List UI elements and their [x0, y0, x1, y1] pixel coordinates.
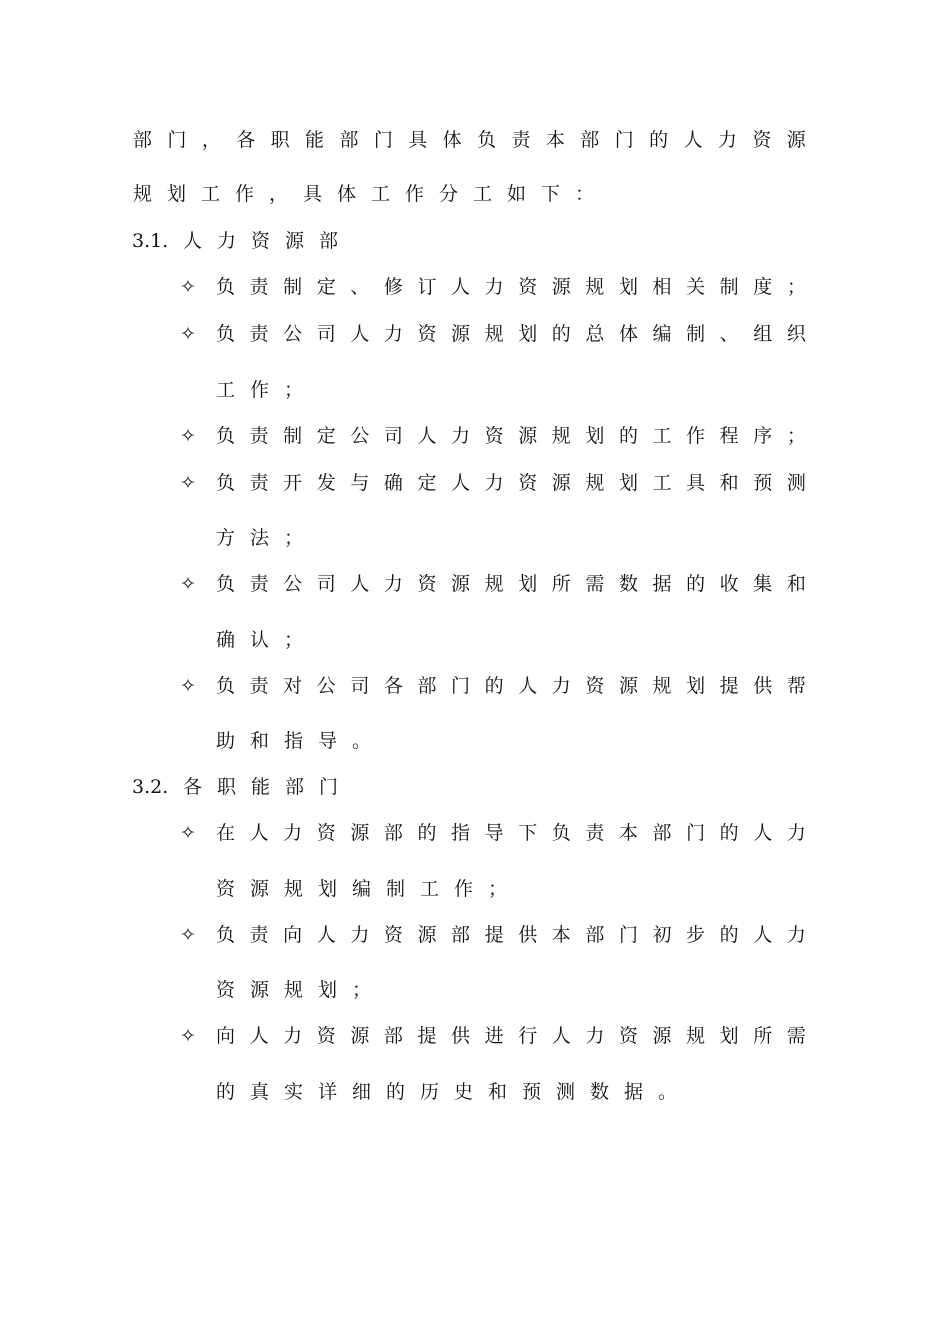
- intro-line-2: 规划工作，具体工作分工如下：: [133, 183, 610, 205]
- list-item-continuation: 资源规划；: [216, 979, 387, 1001]
- section-number: 3.2.: [132, 776, 169, 798]
- list-item: 负 责 制 定 公 司 人 力 资 源 规 划 的 工 作 程 序 ；: [216, 425, 806, 447]
- list-item-continuation: 的真实详细的历史和预测数据。: [216, 1081, 693, 1103]
- list-item-continuation: 助和指导。: [216, 730, 387, 752]
- intro-line-1: 部 门 ， 各 职 能 部 门 具 体 负 责 本 部 门 的 人 力 资 源: [133, 129, 806, 151]
- list-item: 负 责 公 司 人 力 资 源 规 划 的 总 体 编 制 、 组 织: [216, 323, 806, 345]
- list-item: 负 责 开 发 与 确 定 人 力 资 源 规 划 工 具 和 预 测: [216, 472, 806, 494]
- list-item: 负 责 向 人 力 资 源 部 提 供 本 部 门 初 步 的 人 力: [216, 924, 806, 946]
- list-item-continuation: 方法；: [216, 527, 319, 549]
- section-title: 各职能部门: [183, 776, 354, 798]
- list-item-continuation: 资源规划编制工作；: [216, 878, 523, 900]
- bullet-icon: ✧: [180, 675, 196, 697]
- section-number: 3.1.: [132, 230, 169, 252]
- bullet-icon: ✧: [180, 425, 196, 447]
- bullet-icon: ✧: [180, 822, 196, 844]
- bullet-icon: ✧: [180, 472, 196, 494]
- section-title: 人力资源部: [183, 230, 354, 252]
- list-item-continuation: 确认；: [216, 629, 319, 651]
- list-item-continuation: 工作；: [216, 379, 319, 401]
- bullet-icon: ✧: [180, 573, 196, 595]
- bullet-icon: ✧: [180, 276, 196, 298]
- list-item: 负 责 制 定 、 修 订 人 力 资 源 规 划 相 关 制 度 ；: [216, 276, 806, 298]
- bullet-icon: ✧: [180, 924, 196, 946]
- list-item: 向 人 力 资 源 部 提 供 进 行 人 力 资 源 规 划 所 需: [216, 1025, 806, 1047]
- bullet-icon: ✧: [180, 323, 196, 345]
- bullet-icon: ✧: [180, 1025, 196, 1047]
- list-item: 负 责 对 公 司 各 部 门 的 人 力 资 源 规 划 提 供 帮: [216, 675, 806, 697]
- list-item: 在 人 力 资 源 部 的 指 导 下 负 责 本 部 门 的 人 力: [216, 822, 806, 844]
- list-item: 负 责 公 司 人 力 资 源 规 划 所 需 数 据 的 收 集 和: [216, 573, 806, 595]
